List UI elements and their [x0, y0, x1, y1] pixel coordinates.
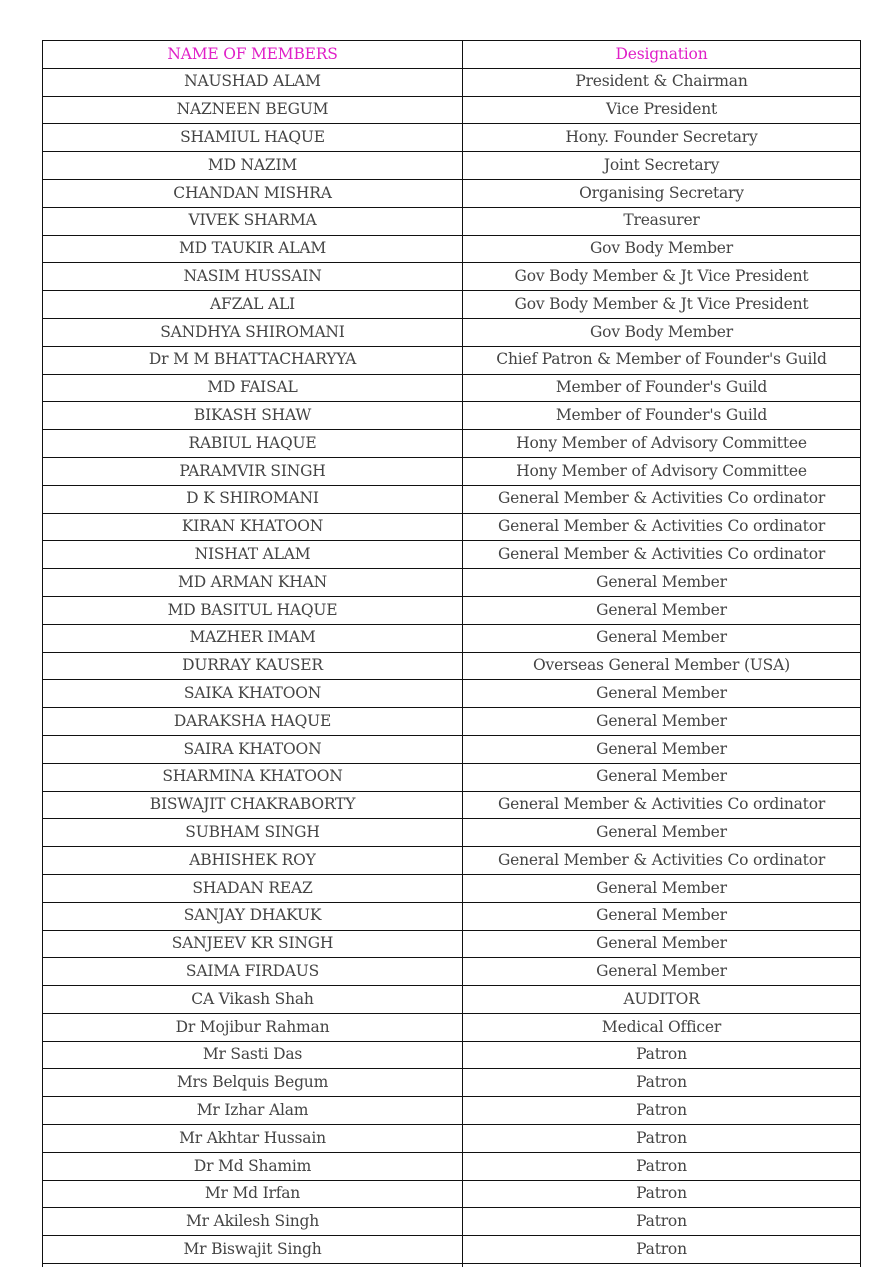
designation-column-header: Designation: [463, 41, 861, 69]
table-row: [43, 874, 861, 902]
member-designation-cell: Patron: [463, 1180, 861, 1208]
table-row: [43, 930, 861, 958]
table-row: [43, 1041, 861, 1069]
member-name-cell: VIVEK SHARMA: [43, 207, 463, 235]
member-name-cell: RABIUL HAQUE: [43, 430, 463, 458]
table-row: [43, 318, 861, 346]
members-table-body: [43, 68, 861, 1267]
member-designation-cell: General Member: [463, 874, 861, 902]
table-row: [43, 1013, 861, 1041]
table-row: [43, 124, 861, 152]
member-designation-cell: Gov Body Member: [463, 318, 861, 346]
member-name-cell: MD ARMAN KHAN: [43, 569, 463, 597]
member-name-cell: MD FAISAL: [43, 374, 463, 402]
member-name-cell: D K SHIROMANI: [43, 485, 463, 513]
table-row: [43, 513, 861, 541]
member-designation-cell: Overseas General Member (USA): [463, 652, 861, 680]
table-row: [43, 96, 861, 124]
member-name-cell: MD BASITUL HAQUE: [43, 596, 463, 624]
member-name-cell: Mr Izhar Alam: [43, 1097, 463, 1125]
table-row: [43, 207, 861, 235]
member-name-cell: SANJEEV KR SINGH: [43, 930, 463, 958]
table-row: [43, 1180, 861, 1208]
members-table: [42, 40, 861, 1267]
table-row: [43, 1208, 861, 1236]
member-name-cell: SUBHAM SINGH: [43, 819, 463, 847]
member-designation-cell: General Member: [463, 735, 861, 763]
member-designation-cell: Organising Secretary: [463, 179, 861, 207]
table-row: [43, 1069, 861, 1097]
member-name-cell: NAUSHAD ALAM: [43, 68, 463, 96]
member-designation-cell: Patron: [463, 1152, 861, 1180]
member-name-cell: DURRAY KAUSER: [43, 652, 463, 680]
table-row: [43, 485, 861, 513]
member-name-cell: KIRAN KHATOON: [43, 513, 463, 541]
member-designation-cell: General Member: [463, 596, 861, 624]
member-designation-cell: Hony. Founder Secretary: [463, 124, 861, 152]
member-name-cell: SANJAY DHAKUK: [43, 902, 463, 930]
member-name-cell: Mr Biswajit Singh: [43, 1236, 463, 1264]
table-row: [43, 1236, 861, 1264]
member-name-cell: Mr Md Irfan: [43, 1180, 463, 1208]
member-designation-cell: General Member: [463, 958, 861, 986]
member-designation-cell: Patron: [463, 1208, 861, 1236]
member-designation-cell: General Member & Activities Co ordinator: [463, 485, 861, 513]
table-row: [43, 68, 861, 96]
member-designation-cell: General Member: [463, 680, 861, 708]
table-row: [43, 1264, 861, 1267]
table-row: [43, 457, 861, 485]
table-row: [43, 402, 861, 430]
table-row: [43, 1125, 861, 1153]
member-designation-cell: General Member & Activities Co ordinator: [463, 541, 861, 569]
table-row: [43, 735, 861, 763]
table-row: [43, 652, 861, 680]
member-designation-cell: General Member & Activities Co ordinator: [463, 513, 861, 541]
table-row: [43, 680, 861, 708]
table-row: [43, 179, 861, 207]
member-designation-cell: General Member: [463, 902, 861, 930]
table-row: [43, 819, 861, 847]
member-name-cell: Mr Akilesh Singh: [43, 1208, 463, 1236]
member-designation-cell: [463, 1264, 861, 1267]
member-name-cell: DARAKSHA HAQUE: [43, 708, 463, 736]
member-designation-cell: General Member: [463, 708, 861, 736]
table-row: [43, 263, 861, 291]
table-row: [43, 152, 861, 180]
member-name-cell: SHARMINA KHATOON: [43, 763, 463, 791]
member-designation-cell: General Member: [463, 819, 861, 847]
member-designation-cell: General Member: [463, 569, 861, 597]
member-designation-cell: General Member: [463, 930, 861, 958]
member-designation-cell: Member of Founder's Guild: [463, 402, 861, 430]
table-row: [43, 1097, 861, 1125]
member-designation-cell: Medical Officer: [463, 1013, 861, 1041]
member-name-cell: Dr Md Shamim: [43, 1152, 463, 1180]
member-name-cell: CA Vikash Shah: [43, 986, 463, 1014]
table-row: [43, 763, 861, 791]
table-row: [43, 235, 861, 263]
member-name-cell: ABHISHEK ROY: [43, 847, 463, 875]
member-name-cell: MAZHER IMAM: [43, 624, 463, 652]
member-name-cell: CHANDAN MISHRA: [43, 179, 463, 207]
table-row: [43, 291, 861, 319]
member-designation-cell: Chief Patron & Member of Founder's Guild: [463, 346, 861, 374]
table-header-row: [43, 41, 861, 69]
table-row: [43, 1152, 861, 1180]
member-name-cell: SAIKA KHATOON: [43, 680, 463, 708]
table-row: [43, 847, 861, 875]
member-designation-cell: General Member: [463, 624, 861, 652]
member-name-cell: Mrs Belquis Begum: [43, 1069, 463, 1097]
table-row: [43, 708, 861, 736]
member-name-cell: Dr Mojibur Rahman: [43, 1013, 463, 1041]
member-name-cell: AFZAL ALI: [43, 291, 463, 319]
member-name-cell: NISHAT ALAM: [43, 541, 463, 569]
table-row: [43, 624, 861, 652]
member-name-cell: MD NAZIM: [43, 152, 463, 180]
member-designation-cell: President & Chairman: [463, 68, 861, 96]
member-designation-cell: Gov Body Member: [463, 235, 861, 263]
member-designation-cell: Gov Body Member & Jt Vice President: [463, 291, 861, 319]
member-designation-cell: Hony Member of Advisory Committee: [463, 430, 861, 458]
member-designation-cell: Vice President: [463, 96, 861, 124]
member-designation-cell: Patron: [463, 1041, 861, 1069]
table-row: [43, 541, 861, 569]
member-name-cell: [43, 1264, 463, 1267]
member-name-cell: NAZNEEN BEGUM: [43, 96, 463, 124]
member-name-cell: Dr M M BHATTACHARYYA: [43, 346, 463, 374]
member-name-cell: SAIMA FIRDAUS: [43, 958, 463, 986]
member-name-cell: BIKASH SHAW: [43, 402, 463, 430]
member-designation-cell: General Member: [463, 763, 861, 791]
member-name-cell: SHADAN REAZ: [43, 874, 463, 902]
member-designation-cell: Patron: [463, 1069, 861, 1097]
name-column-header: NAME OF MEMBERS: [43, 41, 463, 69]
member-designation-cell: Gov Body Member & Jt Vice President: [463, 263, 861, 291]
table-row: [43, 430, 861, 458]
member-name-cell: MD TAUKIR ALAM: [43, 235, 463, 263]
table-row: [43, 958, 861, 986]
member-designation-cell: General Member & Activities Co ordinator: [463, 791, 861, 819]
table-row: [43, 791, 861, 819]
member-designation-cell: Member of Founder's Guild: [463, 374, 861, 402]
table-row: [43, 902, 861, 930]
member-name-cell: NASIM HUSSAIN: [43, 263, 463, 291]
member-name-cell: Mr Sasti Das: [43, 1041, 463, 1069]
member-designation-cell: AUDITOR: [463, 986, 861, 1014]
member-name-cell: SANDHYA SHIROMANI: [43, 318, 463, 346]
member-designation-cell: Patron: [463, 1125, 861, 1153]
table-row: [43, 596, 861, 624]
member-designation-cell: Treasurer: [463, 207, 861, 235]
member-name-cell: SAIRA KHATOON: [43, 735, 463, 763]
table-row: [43, 374, 861, 402]
member-name-cell: PARAMVIR SINGH: [43, 457, 463, 485]
member-name-cell: BISWAJIT CHAKRABORTY: [43, 791, 463, 819]
table-row: [43, 569, 861, 597]
table-row: [43, 346, 861, 374]
table-row: [43, 986, 861, 1014]
member-designation-cell: Patron: [463, 1236, 861, 1264]
member-designation-cell: Joint Secretary: [463, 152, 861, 180]
member-designation-cell: General Member & Activities Co ordinator: [463, 847, 861, 875]
member-name-cell: Mr Akhtar Hussain: [43, 1125, 463, 1153]
member-name-cell: SHAMIUL HAQUE: [43, 124, 463, 152]
member-designation-cell: Hony Member of Advisory Committee: [463, 457, 861, 485]
member-designation-cell: Patron: [463, 1097, 861, 1125]
